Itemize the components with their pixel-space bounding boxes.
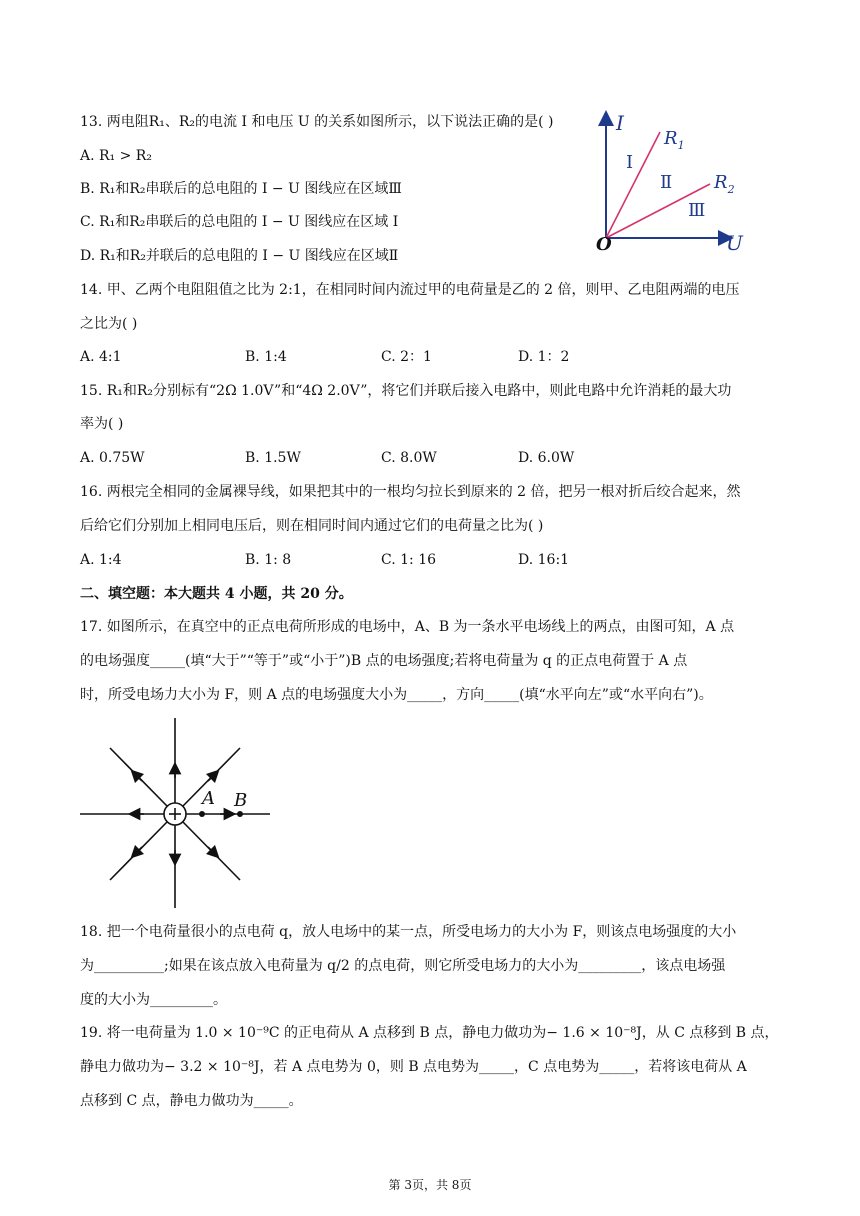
q13-option-c: C. R₁和R₂串联后的总电阻的 I − U 图线应在区域 I <box>80 214 399 230</box>
q19-line1: 19. 将一电荷量为 1.0 × 10⁻⁹C 的正电荷从 A 点移到 B 点，静电力做功为− 1.6 × 10⁻⁸J，从 C 点移到 B 点， <box>80 1025 779 1041</box>
r1-line <box>606 132 660 238</box>
q15-stem-line2: 率为( ) <box>80 416 124 432</box>
q14-option-d: D. 1：2 <box>518 349 570 365</box>
q17-line3: 时，所受电场力大小为 F，则 A 点的电场强度大小为_____，方向_____(填“水平向左”或“水平向右”)。 <box>80 687 713 703</box>
q14-stem-line1: 14. 甲、乙两个电阻阻值之比为 2:1，在相同时间内流过甲的电荷量是乙的 2 倍，则甲、乙电阻两端的电压 <box>80 282 740 298</box>
q14-option-c: C. 2：1 <box>381 349 432 365</box>
q15-option-d: D. 6.0W <box>518 450 575 466</box>
q19-line2: 静电力做功为− 3.2 × 10⁻⁸J，若 A 点电势为 0，则 B 点电势为_____，C 点电势为_____，若将该电荷从 A <box>80 1059 747 1075</box>
u-axis-label: U <box>726 231 743 255</box>
region-3-label: Ⅲ <box>688 200 706 221</box>
q16-stem-line1: 16. 两根完全相同的金属裸导线，如果把其中的一根均匀拉长到原来的 2 倍，把另一根对折后绞合起来，然 <box>80 484 741 500</box>
page-footer: 第 3页，共 8页 <box>388 1178 472 1192</box>
point-b <box>237 811 243 817</box>
q15-option-b: B. 1.5W <box>245 450 301 466</box>
section-2-heading: 二、填空题：本大题共 4 小题，共 20 分。 <box>80 586 353 602</box>
q17-line1: 17. 如图所示，在真空中的正点电荷所形成的电场中，A、B 为一条水平电场线上的两点，由图可知，A 点 <box>80 619 735 635</box>
q16-option-d: D. 16:1 <box>518 552 570 568</box>
q16-option-b: B. 1: 8 <box>245 552 292 568</box>
q19-line3: 点移到 C 点，静电力做功为_____。 <box>80 1093 303 1109</box>
q13-option-b: B. R₁和R₂串联后的总电阻的 I − U 图线应在区域Ⅲ <box>80 181 402 197</box>
q15-option-c: C. 8.0W <box>381 450 437 466</box>
q15-stem-line1: 15. R₁和R₂分别标有“2Ω 1.0V”和“4Ω 2.0V”，将它们并联后接入电路中，则此电路中允许消耗的最大功 <box>80 383 732 399</box>
r1-label: $R_1$ <box>664 128 685 152</box>
q13-option-a: A. R₁ > R₂ <box>80 148 152 164</box>
q14-stem-line2: 之比为( ) <box>80 316 138 332</box>
iu-graph <box>590 108 770 258</box>
q14-option-a: A. 4:1 <box>80 349 122 365</box>
electric-field-figure <box>80 718 280 908</box>
label-a: A <box>202 788 215 809</box>
q18-line2: 为__________;如果在该点放入电荷量为 q/2 的点电荷，则它所受电场力的大小为_________，该点电场强 <box>80 958 726 974</box>
q14-option-b: B. 1:4 <box>245 349 287 365</box>
point-a <box>199 811 205 817</box>
label-b: B <box>234 790 248 811</box>
r2-label: $R_2$ <box>714 172 735 196</box>
region-2-label: Ⅱ <box>660 172 673 193</box>
q16-option-c: C. 1: 16 <box>381 552 437 568</box>
q18-line1: 18. 把一个电荷量很小的点电荷 q，放人电场中的某一点，所受电场力的大小为 F，则该点电场强度的大小 <box>80 924 737 940</box>
q13-option-d: D. R₁和R₂并联后的总电阻的 I − U 图线应在区域Ⅱ <box>80 248 399 264</box>
origin-label: O <box>596 234 612 255</box>
q13-stem: 13. 两电阻R₁、R₂的电流 I 和电压 U 的关系如图所示，以下说法正确的是( ) <box>80 114 554 130</box>
q18-line3: 度的大小为_________。 <box>80 992 227 1008</box>
region-1-label: Ⅰ <box>626 152 634 173</box>
q16-stem-line2: 后给它们分别加上相同电压后，则在相同时间内通过它们的电荷量之比为( ) <box>80 518 544 534</box>
i-axis-label: I <box>616 111 624 135</box>
q17-line2: 的电场强度_____(填“大于”“等于”或“小于”)B 点的电场强度;若将电荷量为 q 的正点电荷置于 A 点 <box>80 653 688 669</box>
q15-option-a: A. 0.75W <box>80 450 145 466</box>
q16-option-a: A. 1:4 <box>80 552 122 568</box>
